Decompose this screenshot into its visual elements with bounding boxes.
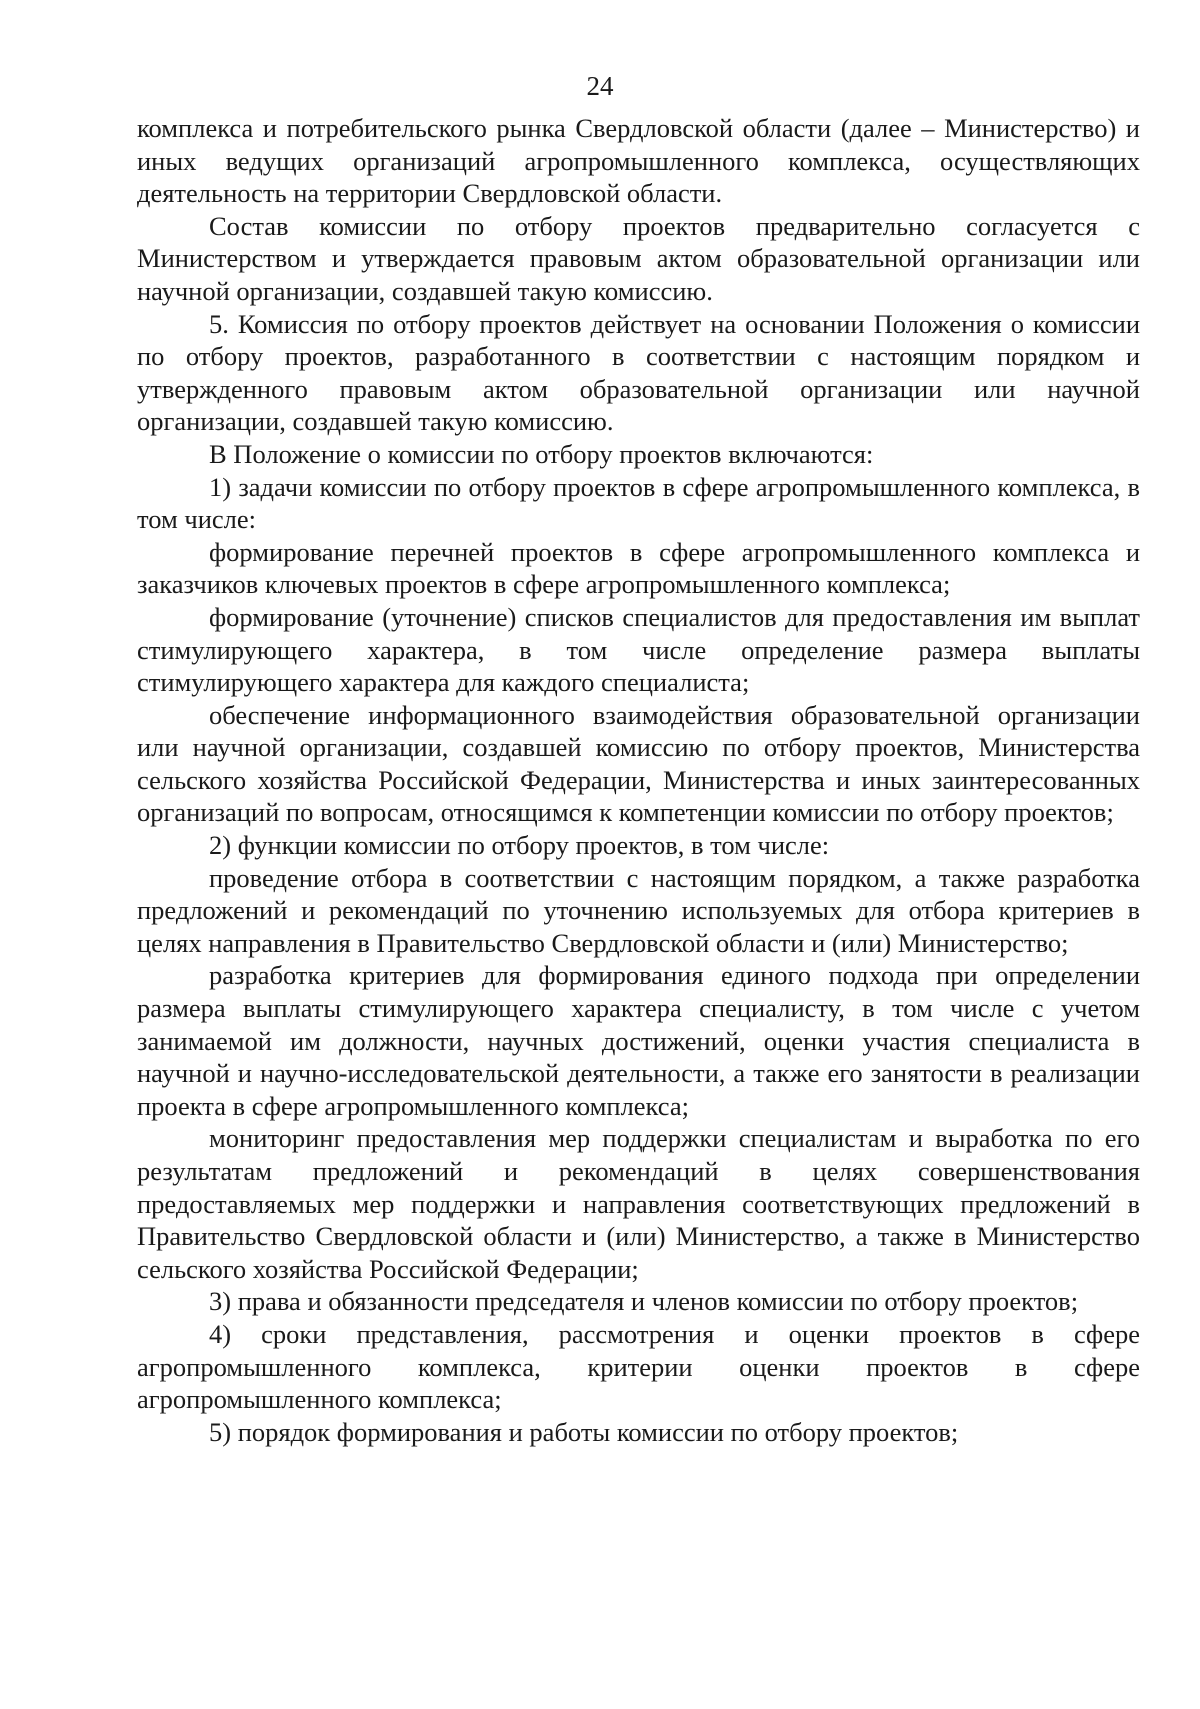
paragraph-subitem-1: 1) задачи комиссии по отбору проектов в сфере агропромышленного комплекса, в том числе:: [137, 471, 1140, 535]
page-number: 24: [586, 71, 614, 101]
paragraph-item-5: 5. Комиссия по отбору проектов действует на основании Положения о комиссии по отбору проектов, разработанного в соответствии с настоящим порядком и утвержденного правовым актом образовательной организации или научной организации, создавшей такую комиссию.: [137, 308, 1140, 437]
paragraph-task-project-lists: формирование перечней проектов в сфере агропромышленного комплекса и заказчиков ключевых проектов в сфере агропромышленного комплекса;: [137, 536, 1140, 600]
paragraph-commission-composition: Состав комиссии по отбору проектов предварительно согласуется с Министерством и утверждается правовым актом образовательной организации или научной организации, создавшей такую комиссию.: [137, 210, 1140, 306]
paragraph-regulation-includes: В Положение о комиссии по отбору проектов включаются:: [209, 438, 874, 469]
document-body: [137, 112, 1140, 1448]
paragraph-task-information-exchange: обеспечение информационного взаимодействия образовательной организации или научной организации, создавшей комиссию по отбору проектов, Министерства сельского хозяйства Российской Федерации, Министерства и иных заинтересованных организаций по вопросам, относящимся к компетенции комиссии по отбору проектов;: [137, 699, 1140, 828]
paragraph-subitem-4: 4) сроки представления, рассмотрения и оценки проектов в сфере агропромышленного комплекса, критерии оценки проектов в сфере агропромышленного комплекса;: [137, 1318, 1140, 1415]
paragraph-continuation: комплекса и потребительского рынка Свердловской области (далее – Министерство) и иных ведущих организаций агропромышленного комплекса, осуществляющих деятельность на территории Свердловской области.: [137, 113, 1140, 209]
paragraph-subitem-5: 5) порядок формирования и работы комиссии по отбору проектов;: [209, 1416, 959, 1447]
paragraph-subitem-2: 2) функции комиссии по отбору проектов, в том числе:: [209, 830, 830, 861]
paragraph-subitem-3: 3) права и обязанности председателя и членов комиссии по отбору проектов;: [209, 1286, 1079, 1317]
paragraph-task-specialist-lists: формирование (уточнение) списков специалистов для предоставления им выплат стимулирующего характера, в том числе определение размера выплаты стимулирующего характера для каждого специалиста;: [137, 601, 1140, 698]
paragraph-function-monitoring: мониторинг предоставления мер поддержки специалистам и выработка по его результатам предложений и рекомендаций в целях совершенствования предоставляемых мер поддержки и направления соответствующих предложений в Правительство Свердловской области и (или) Министерство, а также в Министерство сельского хозяйства Российской Федерации;: [137, 1123, 1140, 1284]
paragraph-function-criteria: разработка критериев для формирования единого подхода при определении размера выплаты стимулирующего характера специалисту, в том числе с учетом занимаемой им должности, научных достижений, оценки участия специалиста в научной и научно-исследовательской деятельности, а также его занятости в реализации проекта в сфере агропромышленного комплекса;: [137, 960, 1140, 1121]
paragraph-function-selection: проведение отбора в соответствии с настоящим порядком, а также разработка предложений и рекомендаций по уточнению используемых для отбора критериев в целях направления в Правительство Свердловской области и (или) Министерство;: [137, 862, 1140, 958]
